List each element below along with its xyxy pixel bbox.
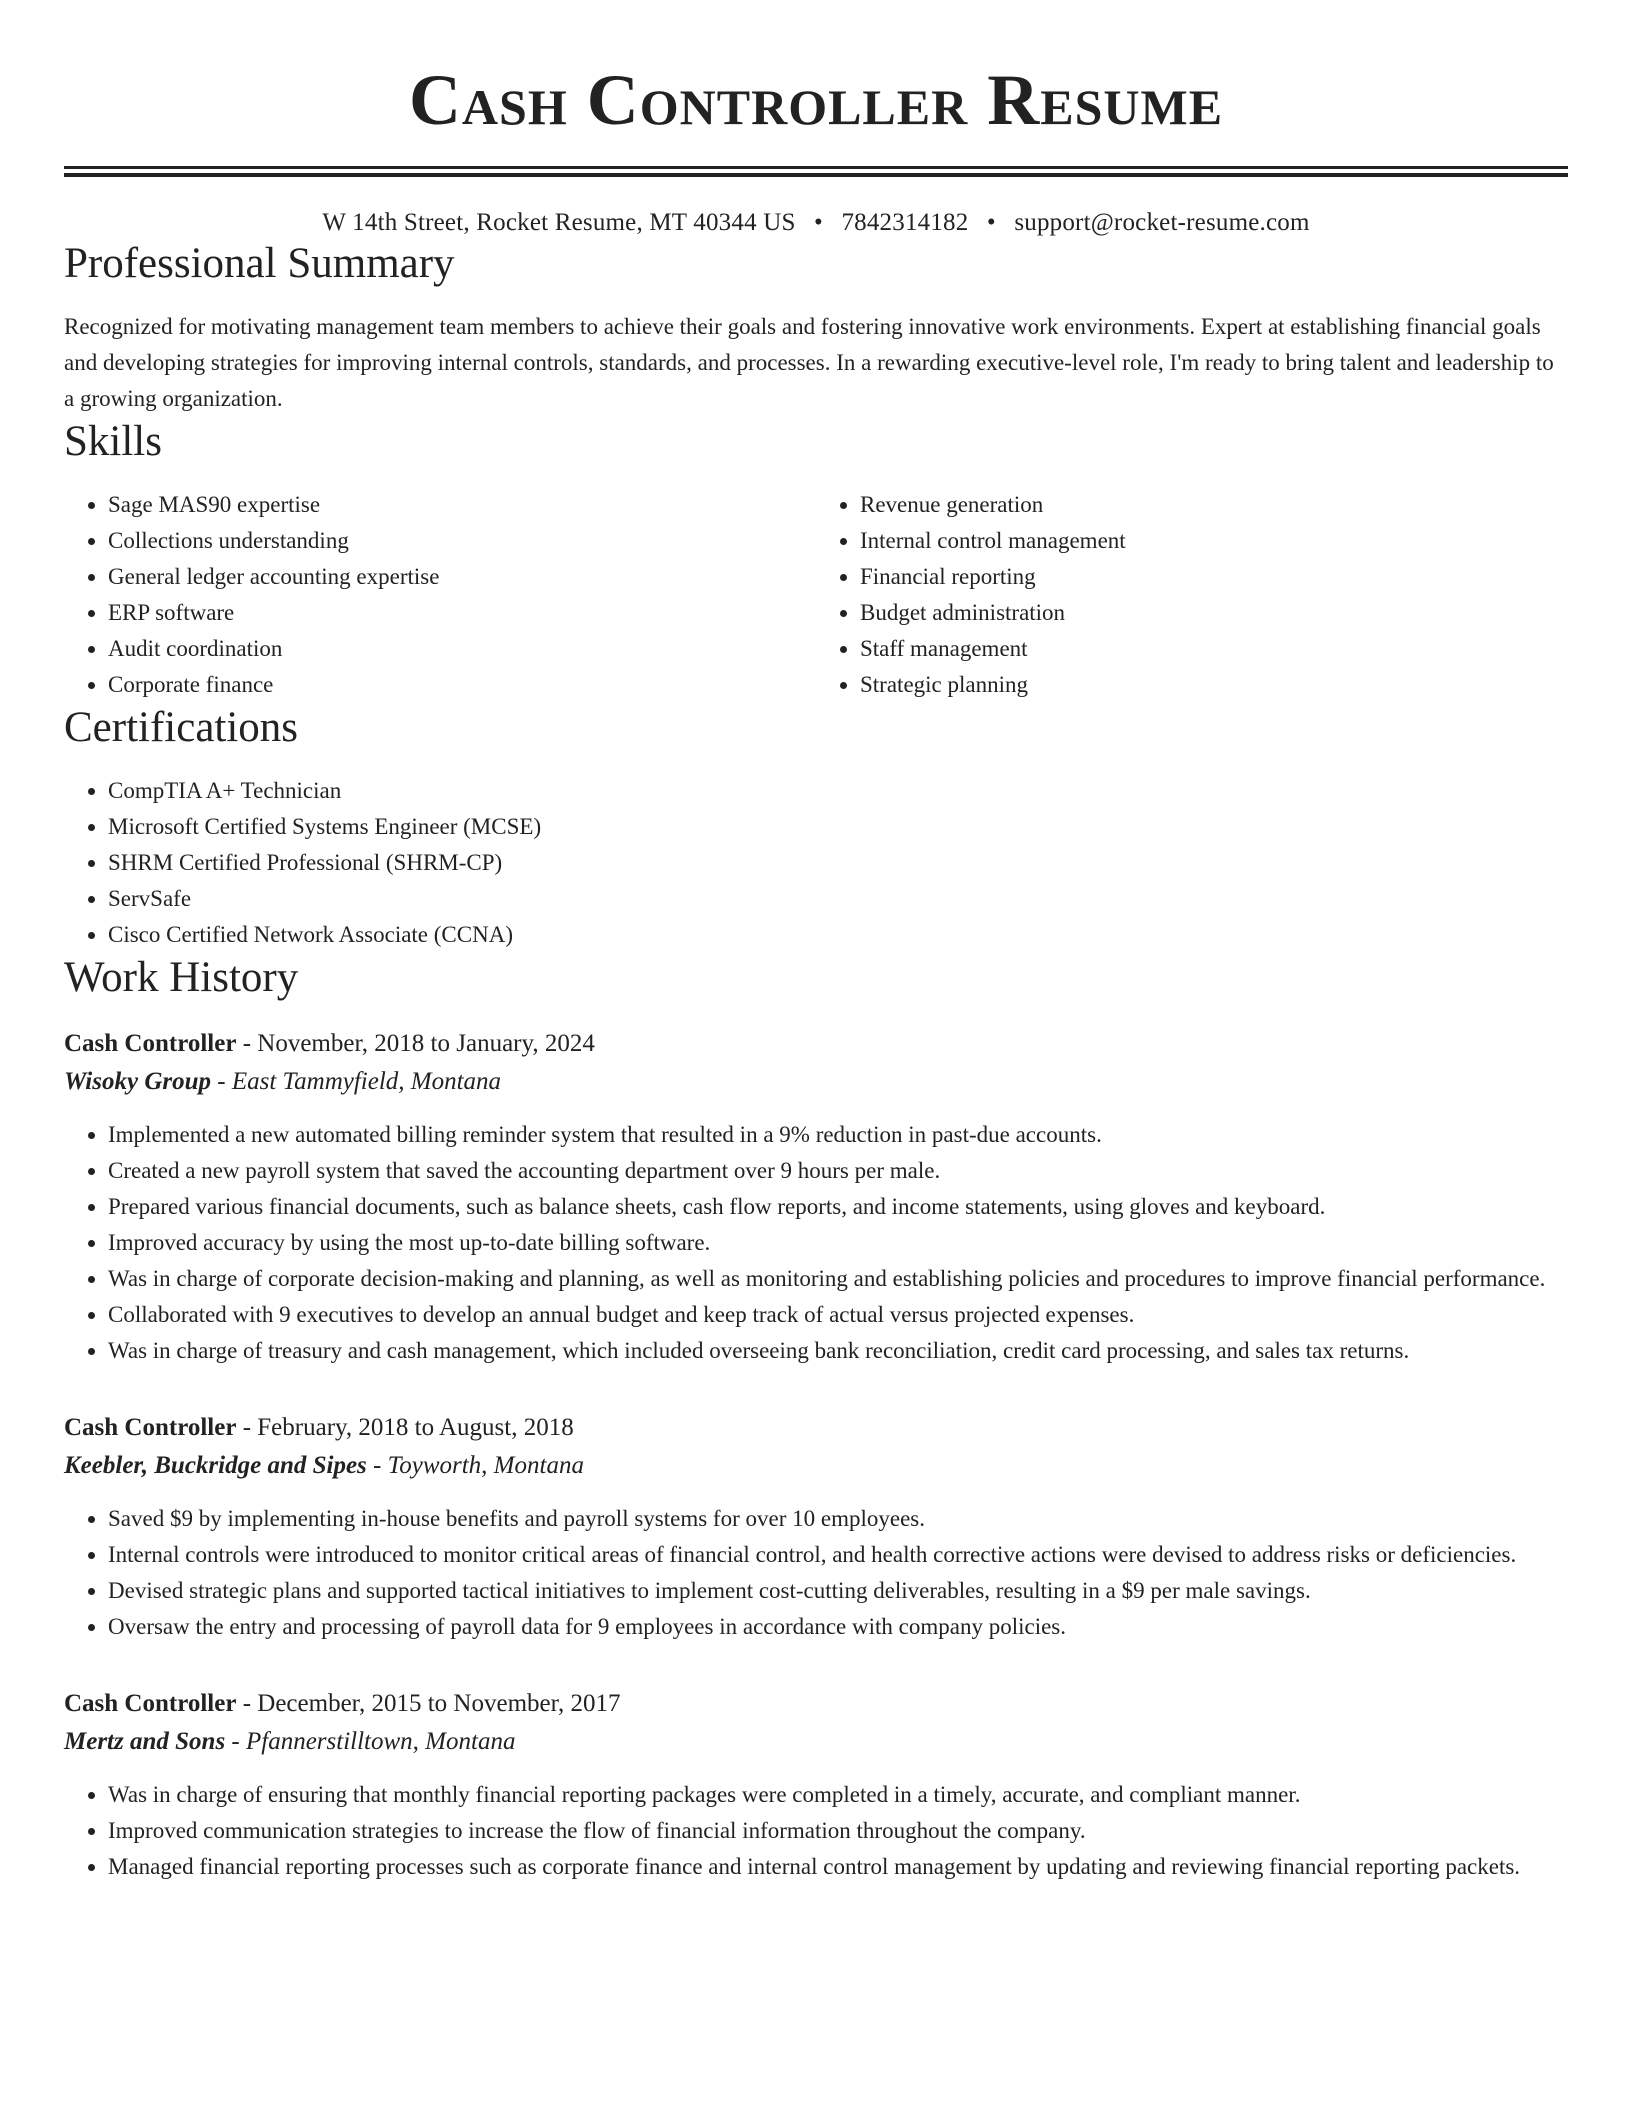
job-location: - Pfannerstilltown, Montana bbox=[225, 1728, 516, 1755]
skill-item: • Staff management bbox=[860, 631, 1568, 667]
summary-text: Recognized for motivating management team members to achieve their goals and fostering innovative work environments. Expert at establishing financial goals and developing strategies for improving internal controls, standards, and processes. In a rewarding executive-level role, I'm ready to bring talent and leadership to a growing organization. bbox=[64, 314, 1554, 411]
skill-item: • Collections understanding bbox=[108, 523, 816, 559]
job-title: Cash Controller bbox=[64, 1414, 237, 1441]
job-title: Cash Controller bbox=[64, 1690, 237, 1717]
skills-heading: Skills bbox=[64, 418, 162, 465]
job-location: - Toyworth, Montana bbox=[366, 1452, 584, 1479]
job-entry bbox=[64, 1685, 1568, 1885]
job-bullet: • Was in charge of corporate decision-making and planning, as well as monitoring and establishing policies and procedures to improve financial performance. bbox=[108, 1261, 1568, 1297]
certification-item: • ServSafe bbox=[108, 881, 1568, 917]
job-bullet: • Devised strategic plans and supported tactical initiatives to implement cost-cutting deliverables, resulting in a $9 per male savings. bbox=[108, 1573, 1568, 1609]
job-dates: - November, 2018 to January, 2024 bbox=[236, 1030, 595, 1057]
skill-item: • Revenue generation bbox=[860, 487, 1568, 523]
skill-item: • Financial reporting bbox=[860, 559, 1568, 595]
skill-item: • Sage MAS90 expertise bbox=[108, 487, 816, 523]
certifications-heading: Certifications bbox=[64, 704, 299, 751]
job-bullet: • Internal controls were introduced to monitor critical areas of financial control, and health corrective actions were devised to address risks or deficiencies. bbox=[108, 1537, 1568, 1573]
skills-list-right bbox=[816, 487, 1568, 703]
job-entry bbox=[64, 1409, 1568, 1645]
job-company: Wisoky Group bbox=[64, 1068, 212, 1095]
job-company-line bbox=[64, 1447, 1568, 1485]
job-bullet: • Improved accuracy by using the most up-to-date billing software. bbox=[108, 1225, 1568, 1261]
skill-item: • General ledger accounting expertise bbox=[108, 559, 816, 595]
job-company-line bbox=[64, 1723, 1568, 1761]
skills-grid bbox=[64, 487, 1568, 703]
contact-address: W 14th Street, Rocket Resume, MT 40344 US bbox=[322, 209, 796, 236]
job-bullet-list bbox=[64, 1117, 1568, 1369]
job-bullet: • Improved communication strategies to increase the flow of financial information throughout the company. bbox=[108, 1813, 1568, 1849]
resume-title: Cash Controller Resume bbox=[408, 60, 1224, 140]
job-title-line bbox=[64, 1409, 1568, 1447]
resume-page bbox=[64, 0, 1568, 1885]
job-bullet: • Was in charge of treasury and cash management, which included overseeing bank reconciliation, credit card processing, and sales tax returns. bbox=[108, 1333, 1568, 1369]
certification-item: • Cisco Certified Network Associate (CCNA) bbox=[108, 917, 1568, 953]
skill-item: • Budget administration bbox=[860, 595, 1568, 631]
job-bullet: • Created a new payroll system that saved the accounting department over 9 hours per male. bbox=[108, 1153, 1568, 1189]
job-bullet: • Implemented a new automated billing reminder system that resulted in a 9% reduction in past-due accounts. bbox=[108, 1117, 1568, 1153]
job-location: - East Tammyfield, Montana bbox=[211, 1068, 502, 1095]
work-history-heading: Work History bbox=[64, 954, 299, 1001]
job-title-line bbox=[64, 1025, 1568, 1063]
certification-item: • SHRM Certified Professional (SHRM-CP) bbox=[108, 845, 1568, 881]
job-bullet-list bbox=[64, 1777, 1568, 1885]
certifications-list bbox=[64, 773, 1568, 953]
skills-column-right bbox=[816, 487, 1568, 703]
job-bullet: • Oversaw the entry and processing of payroll data for 9 employees in accordance with company policies. bbox=[108, 1609, 1568, 1645]
contact-email[interactable]: support@rocket-resume.com bbox=[1014, 209, 1310, 236]
summary-heading: Professional Summary bbox=[64, 240, 455, 287]
job-company: Keebler, Buckridge and Sipes bbox=[64, 1452, 367, 1479]
skill-item: • ERP software bbox=[108, 595, 816, 631]
skill-item: • Audit coordination bbox=[108, 631, 816, 667]
job-dates: - February, 2018 to August, 2018 bbox=[236, 1414, 574, 1441]
job-entry bbox=[64, 1025, 1568, 1369]
skills-column-left bbox=[64, 487, 816, 703]
certification-item: • Microsoft Certified Systems Engineer (MCSE) bbox=[108, 809, 1568, 845]
job-company: Mertz and Sons bbox=[64, 1728, 226, 1755]
job-bullet-list bbox=[64, 1501, 1568, 1645]
job-title: Cash Controller bbox=[64, 1030, 237, 1057]
skill-item: • Corporate finance bbox=[108, 667, 816, 703]
job-bullet: • Saved $9 by implementing in-house benefits and payroll systems for over 10 employees. bbox=[108, 1501, 1568, 1537]
contact-separator: • bbox=[986, 209, 996, 236]
job-company-line bbox=[64, 1063, 1568, 1101]
job-title-line bbox=[64, 1685, 1568, 1723]
skill-item: • Strategic planning bbox=[860, 667, 1568, 703]
skills-list-left bbox=[64, 487, 816, 703]
contact-separator: • bbox=[814, 209, 823, 236]
job-dates: - December, 2015 to November, 2017 bbox=[236, 1690, 621, 1717]
contact-phone[interactable]: 7842314182 bbox=[841, 209, 969, 236]
certification-item: • CompTIA A+ Technician bbox=[108, 773, 1568, 809]
skill-item: • Internal control management bbox=[860, 523, 1568, 559]
job-bullet: • Was in charge of ensuring that monthly financial reporting packages were completed in a timely, accurate, and compliant manner. bbox=[108, 1777, 1568, 1813]
contact-line bbox=[64, 207, 1568, 239]
title-double-rule bbox=[64, 166, 1568, 177]
job-bullet: • Prepared various financial documents, such as balance sheets, cash flow reports, and income statements, using gloves and keyboard. bbox=[108, 1189, 1568, 1225]
job-bullet: • Collaborated with 9 executives to develop an annual budget and keep track of actual versus projected expenses. bbox=[108, 1297, 1568, 1333]
job-bullet: • Managed financial reporting processes such as corporate finance and internal control management by updating and reviewing financial reporting packets. bbox=[108, 1849, 1568, 1885]
